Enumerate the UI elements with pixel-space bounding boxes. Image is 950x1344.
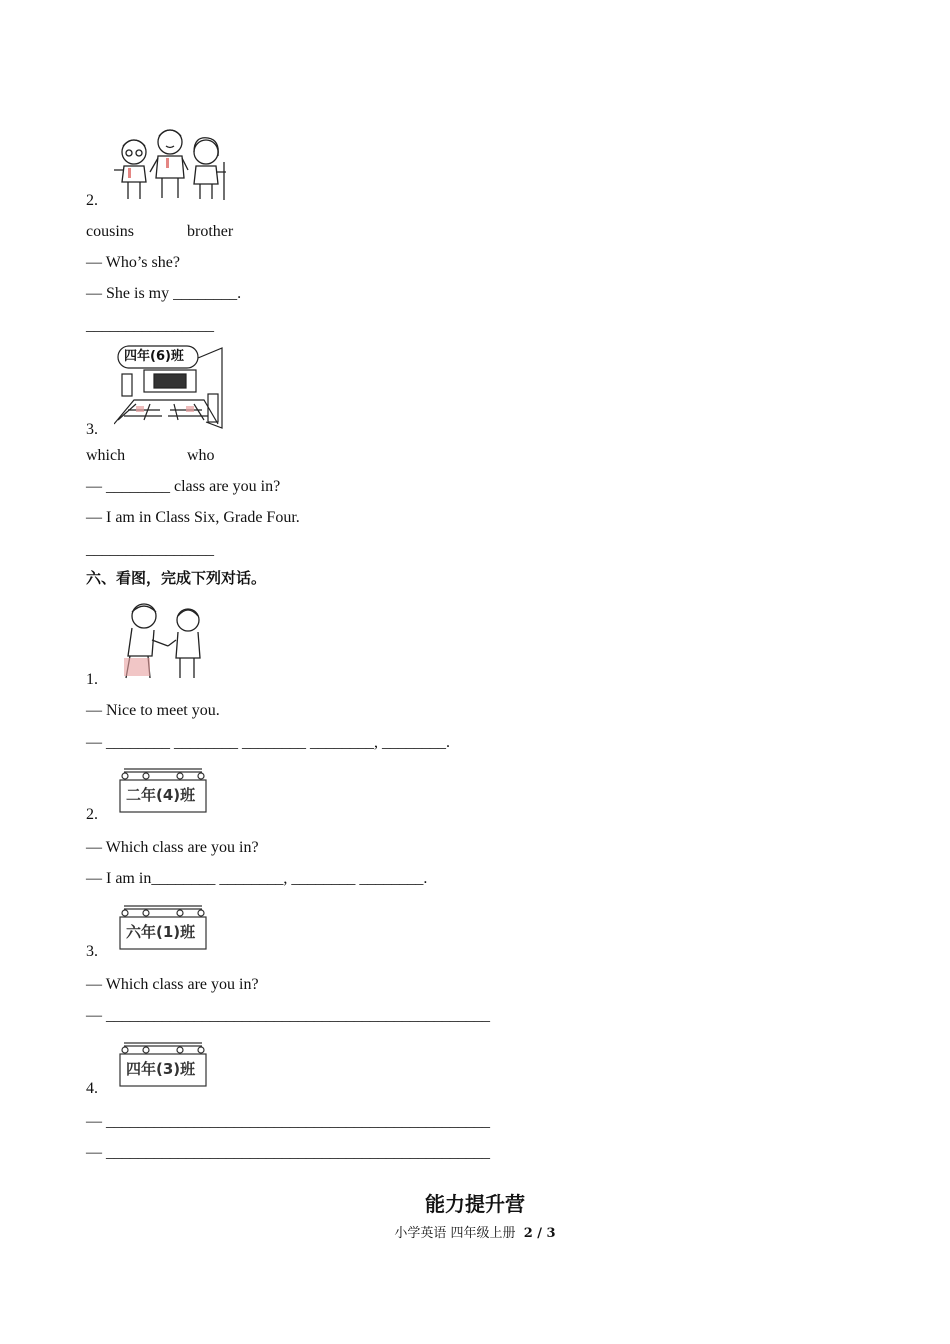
question-number: 3. <box>86 421 98 438</box>
class-sign-illustration <box>116 766 210 814</box>
footer-subject: 小学英语 四年级上册 <box>394 1226 516 1241</box>
answer-blank[interactable]: ________________ <box>86 317 214 334</box>
question-number: 2. <box>86 806 98 823</box>
dialogue-answer: — I am in Class Six, Grade Four. <box>86 509 300 526</box>
class-sign-text: 四年(6)班 <box>124 349 184 364</box>
class-sign-text: 二年(4)班 <box>126 786 196 804</box>
dialogue-answer-blanks[interactable]: — ________________________________________________ <box>86 1007 490 1024</box>
class-sign-illustration <box>116 1040 210 1088</box>
class-sign-text: 六年(1)班 <box>126 923 196 941</box>
dialogue-line: — Nice to meet you. <box>86 702 220 719</box>
question-number: 2. <box>86 192 98 209</box>
dialogue-line: — Which class are you in? <box>86 839 259 856</box>
dialogue-answer-blanks[interactable]: — ________________________________________________ <box>86 1113 490 1130</box>
question-number: 1. <box>86 671 98 688</box>
dialogue-answer-blanks[interactable]: — ________________________________________________ <box>86 1144 490 1161</box>
question-number: 4. <box>86 1080 98 1097</box>
word-option: brother <box>187 223 234 240</box>
dialogue-answer-blanks[interactable]: — I am in________ ________, ________ ________. <box>86 870 428 887</box>
word-option: which <box>86 447 126 464</box>
dialogue-line: — Which class are you in? <box>86 976 259 993</box>
class-sign-illustration <box>116 903 210 951</box>
page-footer <box>0 1227 950 1240</box>
classroom-illustration <box>114 344 226 430</box>
question-number: 3. <box>86 943 98 960</box>
handshake-illustration <box>118 600 208 680</box>
word-option: who <box>187 447 215 464</box>
section-heading: 六、看图，完成下列对话。 <box>86 569 267 587</box>
dialogue-answer: — She is my ________. <box>86 285 242 302</box>
section-title: 能力提升营 <box>425 1192 525 1216</box>
dialogue-question: — Who’s she? <box>86 254 180 271</box>
answer-blank[interactable]: ________________ <box>86 541 214 558</box>
dialogue-question: — ________ class are you in? <box>86 478 281 495</box>
three-children-illustration <box>114 122 226 202</box>
word-option: cousins <box>86 223 134 240</box>
class-sign-text: 四年(3)班 <box>126 1060 196 1078</box>
page-number: 2 / 3 <box>523 1226 556 1241</box>
dialogue-answer-blanks[interactable]: — ________ ________ ________ ________, ________. <box>86 734 450 751</box>
